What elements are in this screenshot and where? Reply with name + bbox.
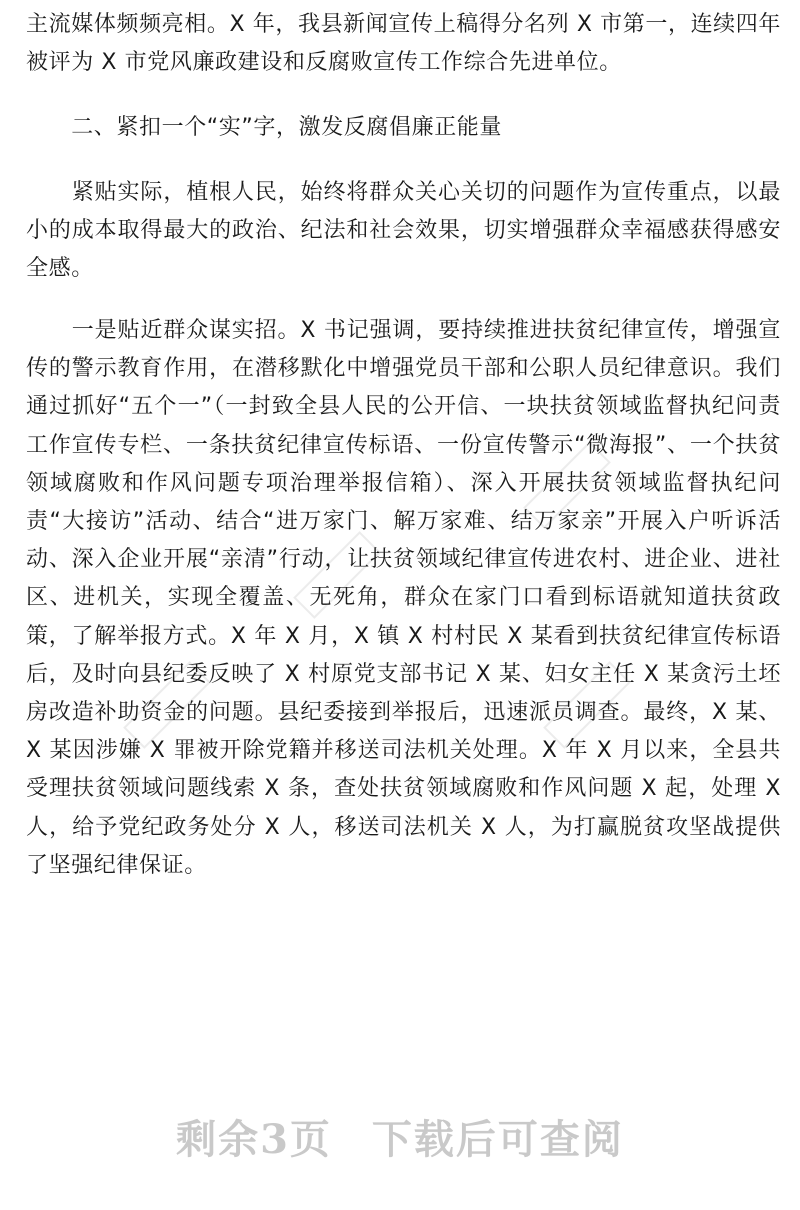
summary-paragraph: 紧贴实际，植根人民，始终将群众关心关切的问题作为宣传重点，以最小的成本取得最大的政治、纪法和社会效果，切实增强群众幸福感获得感安全感。 (26, 180, 781, 282)
section-heading: 二、紧扣一个“实”字，激发反腐倡廉正能量 (26, 115, 502, 140)
remaining-pages-label: 剩余3页 (176, 1116, 332, 1163)
download-prompt[interactable] (0, 1108, 800, 1165)
intro-paragraph: 主流媒体频频亮相。X 年，我县新闻宣传上稿得分名列 X 市第一，连续四年被评为 X 市党风廉政建设和反腐败宣传工作综合先进单位。 (26, 12, 781, 76)
download-to-view-label: 下载后可查阅 (371, 1116, 624, 1163)
body-paragraph: 一是贴近群众谋实招。X 书记强调，要持续推进扶贫纪律宣传，增强宣传的警示教育作用，在潜移默化中增强党员干部和公职人员纪律意识。我们通过抓好“五个一”（一封致全县人民的公开信、一块扶贫领域监督执纪问责工作宣传专栏、一条扶贫纪律宣传标语、一份宣传警示“微海报”、一个扶贫领域腐败和作风问题专项治理举报信箱）、深入开展扶贫领域监督执纪问责“大接访”活动、结合“进万家门、解万家难、结万家亲”开展入户听诉活动、深入企业开展“亲清”行动，让扶贫领域纪律宣传进农村、进企业、进社区、进机关，实现全覆盖、无死角，群众在家门口看到标语就知道扶贫政策，了解举报方式。X 年 X 月，X 镇 X 村村民 X 某看到扶贫纪律宣传标语后，及时向县纪委反映了 X 村原党支部书记 X 某、妇女主任 X 某贪污土坯房改造补助资金的问题。县纪委接到举报后，迅速派员调查。最终，X 某、X 某因涉嫌 X 罪被开除党籍并移送司法机关处理。X 年 X 月以来，全县共受理扶贫领域问题线索 X 条，查处扶贫领域腐败和作风问题 X 起，处理 X 人，给予党纪政务处分 X 人，移送司法机关 X 人，为打赢脱贫攻坚战提供了坚强纪律保证。 (26, 318, 781, 878)
